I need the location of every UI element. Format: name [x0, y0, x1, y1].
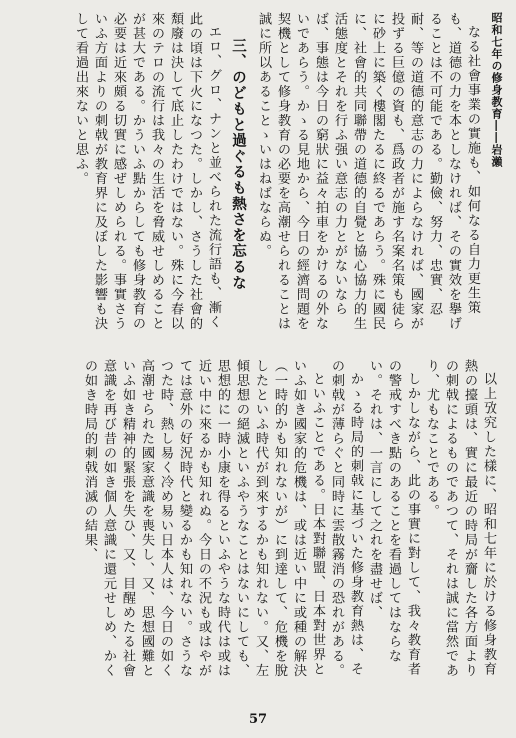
section-heading: 三、のどもと過ぐるも熱さを忘るな — [230, 38, 247, 291]
paragraph: なる社會事業の實施も、如何なる自力更生策も、道德の力を本としなければ、その實效を擧げることは不可能である。勤儉、努力、忠實、忍耐、等の道德的意志の力によらなければ、國家が投ずる巨億の資も、爲政者が施す名案名策も徒らに砂上に築く樓閣たるに終るであらう。殊に國民に、社會的共同聯帶の道德的自覺と協心協力的生活態度とそれを行ふ强い意志の力とがないならば、事態は今日の窮狀に益々拍車をかけるの外ないであらう。かゝる見地から、今日の經濟問題を契機として修身教育の必要を高潮せられることは誠に所以あることゝいはねばならぬ。 — [256, 12, 480, 331]
block-quote: かゝる時局的刺戟に基づいた修身教育熱は、その刺戟が薄らぐと同時に雲散霧消の恐れがある。 — [329, 359, 363, 678]
lower-text-block — [8, 359, 498, 687]
paragraph: といふことである。日本對聯盟、日本對世界といふ如き國家的危機は、或は近い中に或種の解決（一時的かも知れないが）に到達して、危機を脫したといふ時代が到來するかも知れない。又、左傾思想の絕滅といふやうなことはないにしても、思想的に一時小康を得るといふやうな時代は或は近い中に來るかも知れぬ。今日の不況も或はやがては意外の好況時代と變るかも知れない。さうなつた時、熱し易く冷め易い日本人は、今日の如く高潮せられた國家意識を喪失し、又、思想國難といふ如き精神的緊張を失ひ、又、目醒めたる社會意識を再び昔の如き個人意識に還元せしめ、かくの如き時局的刺戟消滅の結果、 — [82, 359, 325, 678]
upper-text-block — [62, 12, 482, 332]
paragraph: しかしながら、此の事實に對して、我々教育者の警戒すべき點のあることを看過してはならない。それは、一言にして之れを盡せば、 — [367, 359, 420, 677]
paragraph: エロ、グロ、ナンと並べられた流行語も、漸く此の頃は下火になつた。しかし、さうした社會的頽廢は決して底止したわけではない。殊に今春以來のテロの流行は我々の生活を脅威せしめることが甚大である。かういふ點からしても修身教育の必要は近來頗る切實に感ぜしめられる。事實さういふ方面よりの刺戟が教育界に及ぼした影響も決して看過出來ないと思ふ。 — [73, 12, 221, 331]
page-number: 57 — [248, 712, 268, 727]
paragraph: 以上攷究した樣に、昭和七年に於ける修身教育熱の擡頭は、實に最近の時局が齎した各方面よりの刺戟によるものであつて、それは誠に當然であり、尤もなことである。 — [424, 359, 496, 678]
running-header: 昭和七年の修身教育――岩瀨 — [490, 12, 503, 168]
